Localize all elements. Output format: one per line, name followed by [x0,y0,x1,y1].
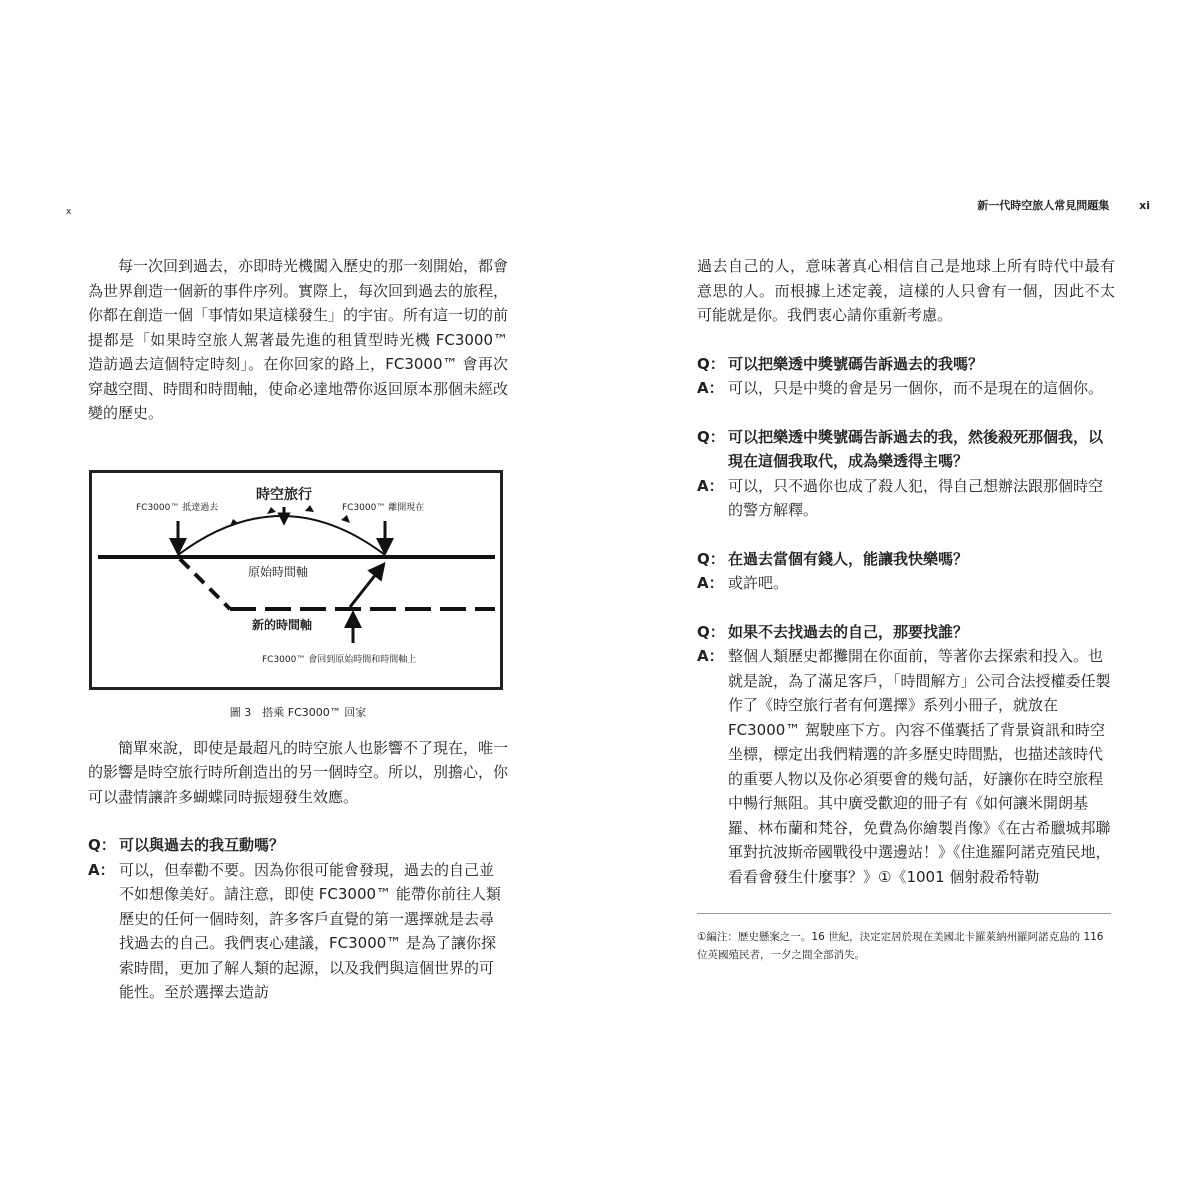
question-text: 可以與過去的我互動嗎？ [119,836,285,854]
right-page [697,254,1115,964]
figure-title: 時空旅行 [256,486,312,503]
q-marker: Q： [697,622,725,641]
answer-1 [88,858,508,1005]
arc-arrowhead-4 [341,515,350,523]
timeline-figure [89,470,503,690]
intro-paragraph: 每一次回到過去，亦即時光機闖入歷史的那一刻開始，都會為世界創造一個新的事件序列。實際上，每次回到過去的旅程，你都在創造一個「事情如果這樣發生」的宇宙。所有這一切的前提都是「如果時空旅人駕著最先進的租賃型時光機 FC3000™ 造訪過去這個特定時刻」。在你回家的路上，FC3000™ 會再次穿越空間、時間和時間軸，使命必達地帶你返回原本那個未經改變的歷史。 [88,257,509,422]
question-1 [88,833,508,858]
time-travel-arc [178,516,385,555]
a-marker: A： [697,647,724,665]
answer-text: 或許吧。 [728,574,789,592]
answer-text: 可以，只是中獎的會是另一個你，而不是現在的這個你。 [728,379,1104,397]
summary-paragraph: 簡單來說，即使是最超凡的時空旅人也影響不了現在，唯一的影響是時空旅行時所創造出的另一個時空。所以，別擔心，你可以盡情讓許多蝴蝶同時振翅發生效應。 [88,738,509,806]
question-2 [697,352,1115,377]
question-text: 可以把樂透中獎號碼告訴過去的我，然後殺死那個我，以現在這個我取代，成為樂透得主嗎？ [728,427,1104,470]
return-path [350,569,380,607]
answer-5 [697,644,1115,889]
new-timeline-label: 新的時間軸 [252,617,313,632]
running-head [977,197,1150,213]
answer-2 [697,376,1115,401]
arc-arrowhead-3 [305,505,314,512]
continued-answer: 過去自己的人，意味著真心相信自己是地球上所有時代中最有意思的人。而根據上述定義，這樣的人只會有一個，因此不太可能就是你。我們衷心請你重新考慮。 [697,257,1115,324]
q-marker: Q： [697,354,725,373]
left-page-number: x [66,207,72,217]
answer-text: 可以，只不過你也成了殺人犯，得自己想辦法跟那個時空的警方解釋。 [728,476,1104,519]
right-page-number: xi [1139,199,1150,212]
question-text: 在過去當個有錢人，能讓我快樂嗎？ [728,549,969,568]
answer-4 [697,571,1115,596]
original-timeline-label: 原始時間軸 [248,564,309,579]
a-marker: A： [88,860,115,879]
new-timeline-diagonal [180,559,230,609]
figure-caption: 圖 3 搭乘 FC3000™ 回家 [229,705,367,719]
answer-text: 可以，但奉勸不要。因為你很可能會發現，過去的自己並不如想像美好。請注意，即使 FC3000™ 能帶你前往人類歷史的任何一個時刻，許多客戶直覺的第一選擇就是去尋找過去的自己。我們衷心建議，FC3000™ 是為了讓你探索時間，更加了解人類的起源，以及我們與這個世界的可能性。至於選擇去造訪 [119,860,501,1001]
a-marker: A： [697,476,724,495]
footnote-divider [697,913,1111,914]
arrive-label: FC3000™ 抵達過去 [136,502,219,513]
question-3 [697,425,1115,474]
a-marker: A： [697,574,724,592]
q-marker: Q： [88,836,116,854]
question-text: 如果不去找過去的自己，那要找誰？ [728,622,969,641]
answer-3 [697,474,1115,523]
question-text: 可以把樂透中獎號碼告訴過去的我嗎？ [728,354,984,373]
q-marker: Q： [697,427,725,446]
running-head-title: 新一代時空旅人常見問題集 [977,199,1110,212]
left-page [88,254,508,1005]
return-label: FC3000™ 會回到原始時間和時間軸上 [262,654,417,665]
question-5 [697,620,1115,645]
a-marker: A： [697,379,724,397]
q-marker: Q： [697,549,725,568]
question-4 [697,547,1115,572]
arc-arrowhead-2 [267,507,276,514]
leave-label: FC3000™ 離開現在 [342,502,425,513]
footnote: ①編注：歷史懸案之一。16 世紀，決定定居於現在美國北卡羅萊納州羅阿諾克島的 116 位英國殖民者，一夕之間全部消失。 [697,931,1104,961]
answer-text: 整個人類歷史都攤開在你面前，等著你去探索和投入。也就是說，為了滿足客戶，「時間解方」公司合法授權委任製作了《時空旅行者有何選擇》系列小冊子，就放在 FC3000™ 駕駛座下方。內容不僅囊括了背景資訊和時空坐標，標定出我們精選的許多歷史時間點，也描述該時代的重要人物以及你必須要會的幾句話，好讓你在時空旅程中暢行無阻。其中廣受歡迎的冊子有《如何讓米開朗基羅、林布蘭和梵谷，免費為你繪製肖像》《在古希臘城邦聯軍對抗波斯帝國戰役中選邊站！》《住進羅阿諾克殖民地，看看會發生什麼事？》①《1001 個射殺希特勒 [728,647,1111,886]
